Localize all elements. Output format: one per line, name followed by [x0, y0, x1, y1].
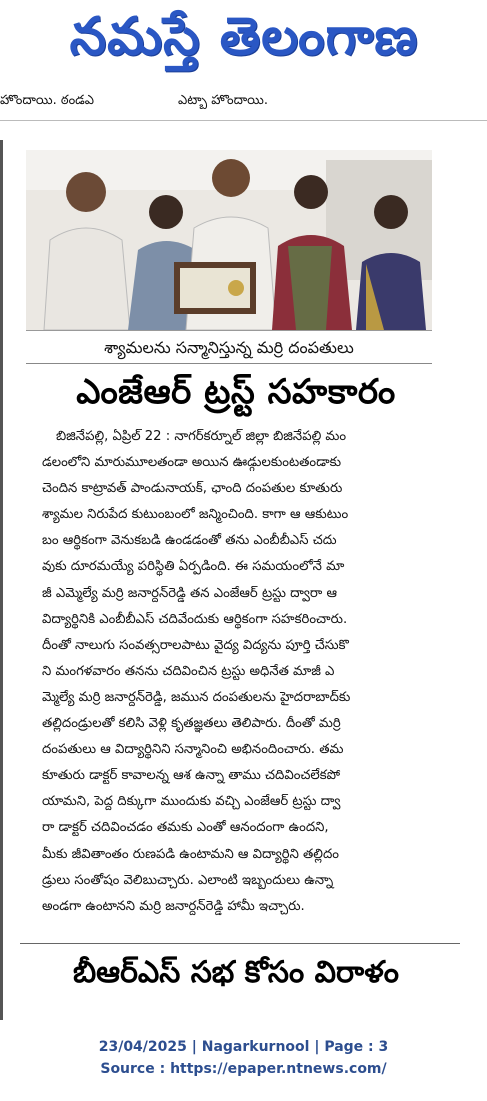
- body-line: విద్యార్థినికి ఎంబీబీఎస్ చదివేందుకు ఆర్థికంగా సహకరించారు.: [42, 611, 348, 627]
- body-line: యామని, పెద్ద దిక్కుగా ముందుకు వచ్చి ఎంజేఆర్ ట్రస్టు ద్వా: [42, 794, 341, 810]
- photo-caption: శ్యామలను సన్మానిస్తున్న మర్రి దంపతులు: [26, 333, 432, 364]
- ticker-left: హొందాయి. ఠండఎ: [0, 93, 95, 108]
- article-divider: [20, 943, 460, 944]
- body-line: రా డాక్టర్ చదివించడం తమకు ఎంతో ఆనందంగా ఉందని,: [42, 820, 329, 836]
- next-article-headline: బీఆర్ఎస్ సభ కోసం విరాళం: [73, 955, 399, 990]
- body-line: డలంలోని మారుమూలతండా అయిన ఊడ్గులకుంటతండాకు: [42, 455, 342, 471]
- body-line: దంపతులు ఆ విద్యార్థినిని సన్మానించి అభినందించారు. తమ: [42, 742, 344, 758]
- body-line: అండగా ఉంటానని మర్రి జనార్దన్‌రెడ్డి హామీ ఇచ్చారు.: [42, 898, 305, 914]
- header-rule: [0, 120, 487, 121]
- body-line: దీంతో నాలుగు సంవత్సరాలపాటు వైద్య విద్యను పూర్తి చేసుకొ: [42, 637, 349, 653]
- footer-date-line: 23/04/2025 | Nagarkurnool | Page : 3: [98, 1039, 389, 1055]
- newspaper-title: నమస్తే తెలంగాణ: [69, 7, 419, 67]
- footer-source-line[interactable]: Source : https://epaper.ntnews.com/: [100, 1061, 387, 1077]
- article-body: [42, 424, 438, 920]
- body-line: జీ ఎమ్మెల్యే మర్రి జనార్దన్‌రెడ్డి తన ఎంజేఆర్ ట్రస్టు ద్వారా ఆ: [42, 585, 337, 601]
- ticker-strip: [0, 93, 487, 115]
- ticker-right: ఎట్బా హొందాయి.: [178, 93, 268, 108]
- body-line: చెందిన కాట్రావత్ పాండునాయక్, ఛాంది దంపతుల కూతురు: [42, 481, 343, 497]
- body-line: తల్లిదండ్రులతో కలిసి వెళ్లి కృతజ్ఞతలు తెలిపారు. దీంతో మర్రి: [42, 716, 341, 732]
- body-line: ని మంగళవారం తనను చదివించిన ట్రస్టు అధినేత మాజీ ఎ: [42, 663, 335, 679]
- body-line: బిజినేపల్లి, ఏప్రిల్ 22 : నాగర్‌కర్నూల్ జిల్లా బిజినేపల్లి మం: [56, 429, 347, 444]
- body-line: మ్మెల్యే మర్రి జనార్దన్‌రెడ్డి, జమున దంపతులను హైదరాబాద్‌కు: [42, 689, 351, 705]
- column-rule: [0, 140, 3, 1020]
- news-photo: [26, 150, 432, 331]
- body-line: డ్రులు సంతోషం వెలిబుచ్చారు. ఎలాంటి ఇబ్బందులు ఉన్నా: [42, 872, 334, 888]
- source-footer: [0, 1036, 487, 1080]
- body-line: బం ఆర్థికంగా వెనుకబడి ఉండడంతో తను ఎంబీబీఎస్ చదు: [42, 533, 337, 549]
- body-line: మీకు జీవితాంతం రుణపడి ఉంటామని ఆ విద్యార్థిని తల్లిదం: [42, 846, 339, 862]
- article-headline: ఎంజేఆర్ ట్రస్ట్ సహకారం: [76, 372, 396, 412]
- body-line: శ్యామల నిరుపేద కుటుంబంలో జన్మించింది. కాగా ఆ ఆకుటుం: [42, 507, 349, 523]
- body-line: కూతురు డాక్టర్ కావాలన్న ఆశ ఉన్నా తాము చదివించలేకపో: [42, 768, 341, 784]
- body-line: వుకు దూరమయ్యే పరిస్థితి ఏర్పడింది. ఈ సమయంలోనే మా: [42, 559, 345, 575]
- masthead: [0, 0, 487, 90]
